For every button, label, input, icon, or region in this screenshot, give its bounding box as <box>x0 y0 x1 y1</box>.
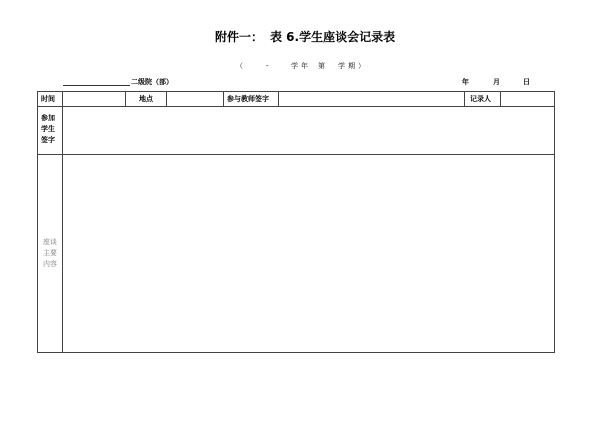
date-year-label: 年 <box>462 78 469 86</box>
student-sign-label-line: 参加 <box>41 114 55 122</box>
form-title: 表 6.学生座谈会记录表 <box>270 30 396 44</box>
date-month-label: 月 <box>493 78 500 86</box>
student-sign-label <box>38 107 63 155</box>
teacher-sign-label: 参与教师签字 <box>224 92 279 107</box>
attachment-label: 附件一： <box>215 30 264 44</box>
content-row <box>38 155 555 353</box>
content-label-line: 内容 <box>43 260 57 268</box>
place-label: 地点 <box>126 92 167 107</box>
content-label <box>38 155 63 353</box>
term-semester-label: 学期） <box>338 62 368 70</box>
content-label-line: 主要 <box>43 249 57 257</box>
term-open-paren: （ <box>236 62 243 70</box>
student-sign-field[interactable] <box>63 107 555 155</box>
recorder-field[interactable] <box>501 92 555 107</box>
student-sign-label-line: 签字 <box>41 136 55 144</box>
time-label: 时间 <box>38 92 63 107</box>
term-year-dash: - <box>266 62 269 70</box>
info-row <box>38 92 555 107</box>
record-table <box>37 91 555 353</box>
dept-name-field[interactable] <box>63 77 130 86</box>
date-day-label: 日 <box>523 78 530 86</box>
content-label-line: 座谈 <box>43 238 57 246</box>
term-academic-year-label: 学年 <box>291 62 311 70</box>
teacher-sign-field[interactable] <box>279 92 465 107</box>
student-sign-row <box>38 107 555 155</box>
content-field[interactable] <box>63 155 555 353</box>
place-field[interactable] <box>167 92 224 107</box>
term-ordinal-label: 第 <box>318 62 325 70</box>
recorder-label: 记录人 <box>465 92 501 107</box>
time-field[interactable] <box>63 92 126 107</box>
student-sign-label-line: 学生 <box>41 125 55 133</box>
dept-label: 二级院（部） <box>131 78 173 86</box>
